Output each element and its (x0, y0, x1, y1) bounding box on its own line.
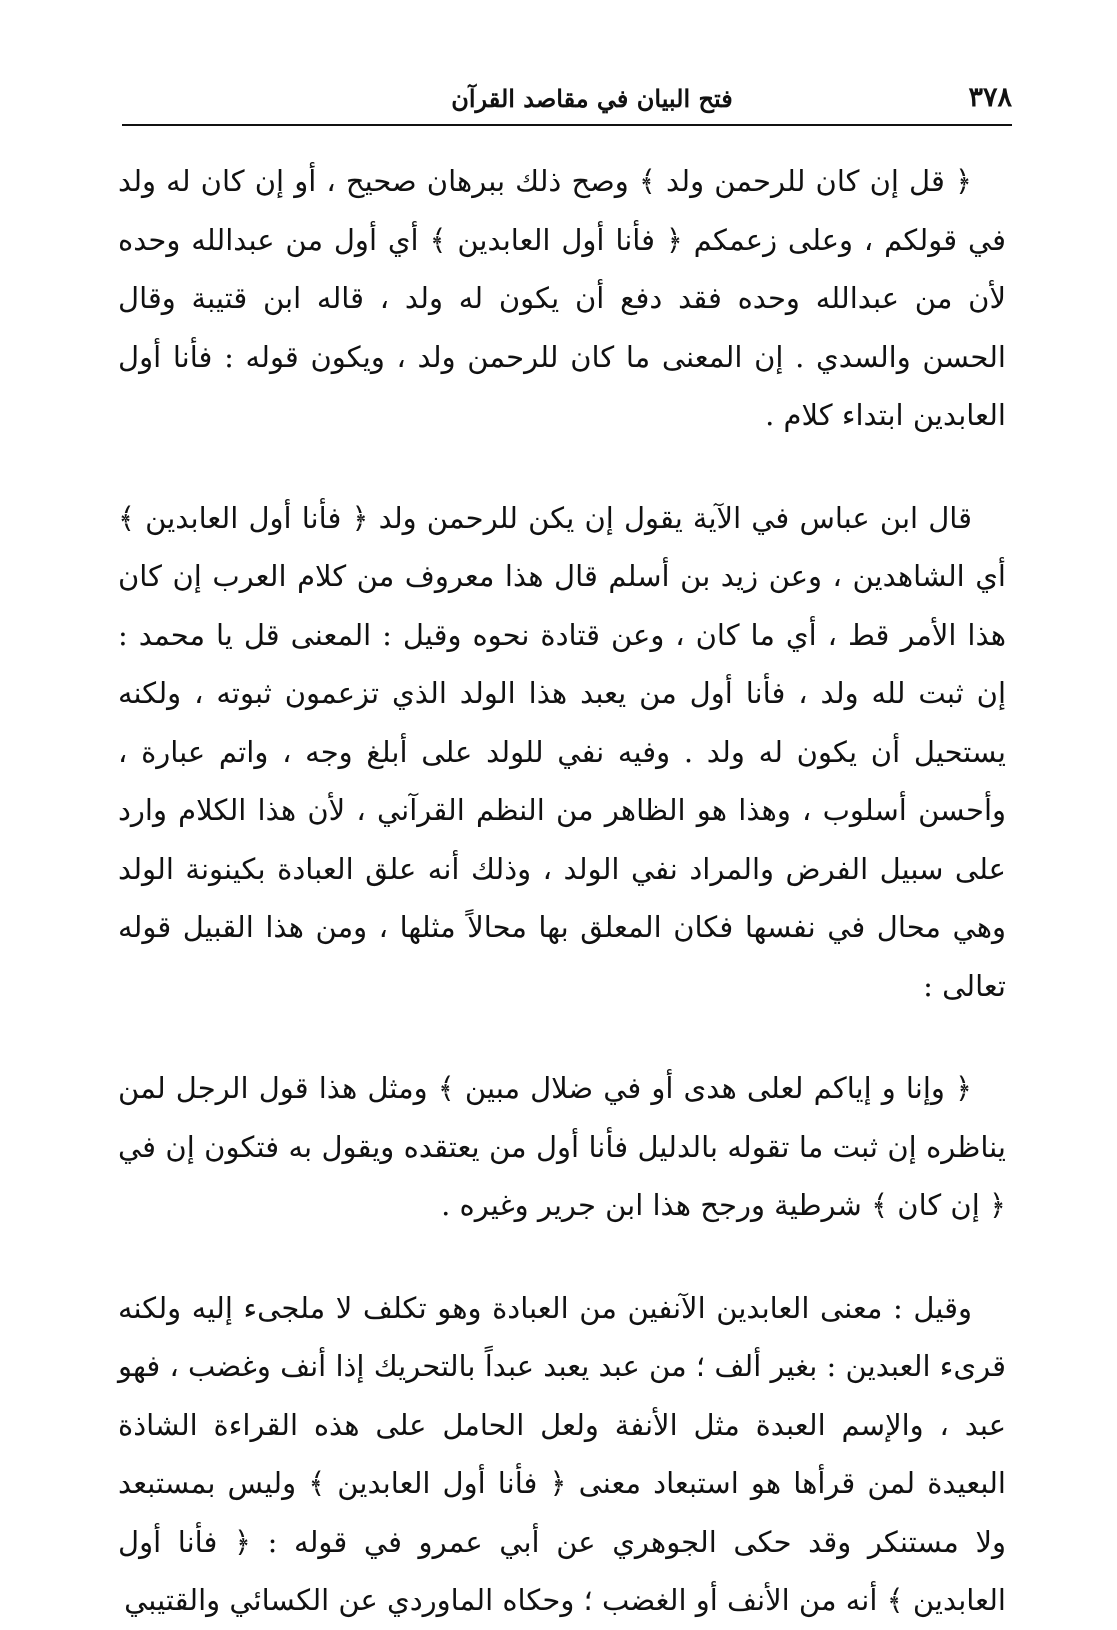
paragraph-4: وقيل : معنى العابدين الآنفين من العبادة وهو تكلف لا ملجىء إليه ولكنه قرىء العبدين : بغير ألف ؛ من عبد يعبد عبداً بالتحريك إذا أنف وغضب ، فهو عبد ، والإسم العبدة مثل الأنفة ولعل الحامل على هذه القراءة الشاذة البعيدة لمن قرأها هو استبعاد معنى ﴿ فأنا أول العابدين ﴾ وليس بمستبعد ولا مستنكر وقد حكى الجوهري عن أبي عمرو في قوله : ﴿ فأنا أول العابدين ﴾ أنه من الأنف أو الغضب ؛ وحكاه الماوردي عن الكسائي والقتيبي (118, 1290, 1007, 1617)
page-number: ٣٧٨ (968, 82, 1012, 113)
paragraph-2: قال ابن عباس في الآية يقول إن يكن للرحمن ولد ﴿ فأنا أول العابدين ﴾ أي الشاهدين ، وعن زيد بن أسلم قال هذا معروف من كلام العرب إن كان هذا الأمر قط ، أي ما كان ، وعن قتادة نحوه وقيل : المعنى قل يا محمد : إن ثبت لله ولد ، فأنا أول من يعبد هذا الولد الذي تزعمون ثبوته ، ولكنه يستحيل أن يكون له ولد . وفيه نفي للولد على أبلغ وجه ، واتم عبارة ، وأحسن أسلوب ، وهذا هو الظاهر من النظم القرآني ، لأن هذا الكلام وارد على سبيل الفرض والمراد نفي الولد ، وذلك أنه علق العبادة بكينونة الولد وهي محال في نفسها فكان المعلق بها محالاً مثلها ، ومن هذا القبيل قوله تعالى : (118, 500, 1006, 1003)
paragraph-3: ﴿ وإنا و إياكم لعلى هدى أو في ضلال مبين ﴾ ومثل هذا قول الرجل لمن يناظره إن ثبت ما تقوله بالدليل فأنا أول من يعتقده ويقول به فتكون إن في ﴿ إن كان ﴾ شرطية ورجح هذا ابن جرير وغيره . (118, 1071, 1006, 1222)
header-rule (122, 124, 1012, 126)
page-header (122, 78, 1012, 128)
body-text (118, 152, 1006, 1630)
running-title: فتح البيان في مقاصد القرآن (451, 84, 733, 113)
paragraph-1: ﴿ قل إن كان للرحمن ولد ﴾ وصح ذلك ببرهان صحيح ، أو إن كان له ولد في قولكم ، وعلى زعمكم ﴿ فأنا أول العابدين ﴾ أي أول من عبدالله وحده لأن من عبدالله وحده فقد دفع أن يكون له ولد ، قاله ابن قتيبة وقال الحسن والسدي . إن المعنى ما كان للرحمن ولد ، ويكون قوله : فأنا أول العابدين ابتداء كلام . (118, 164, 1006, 432)
